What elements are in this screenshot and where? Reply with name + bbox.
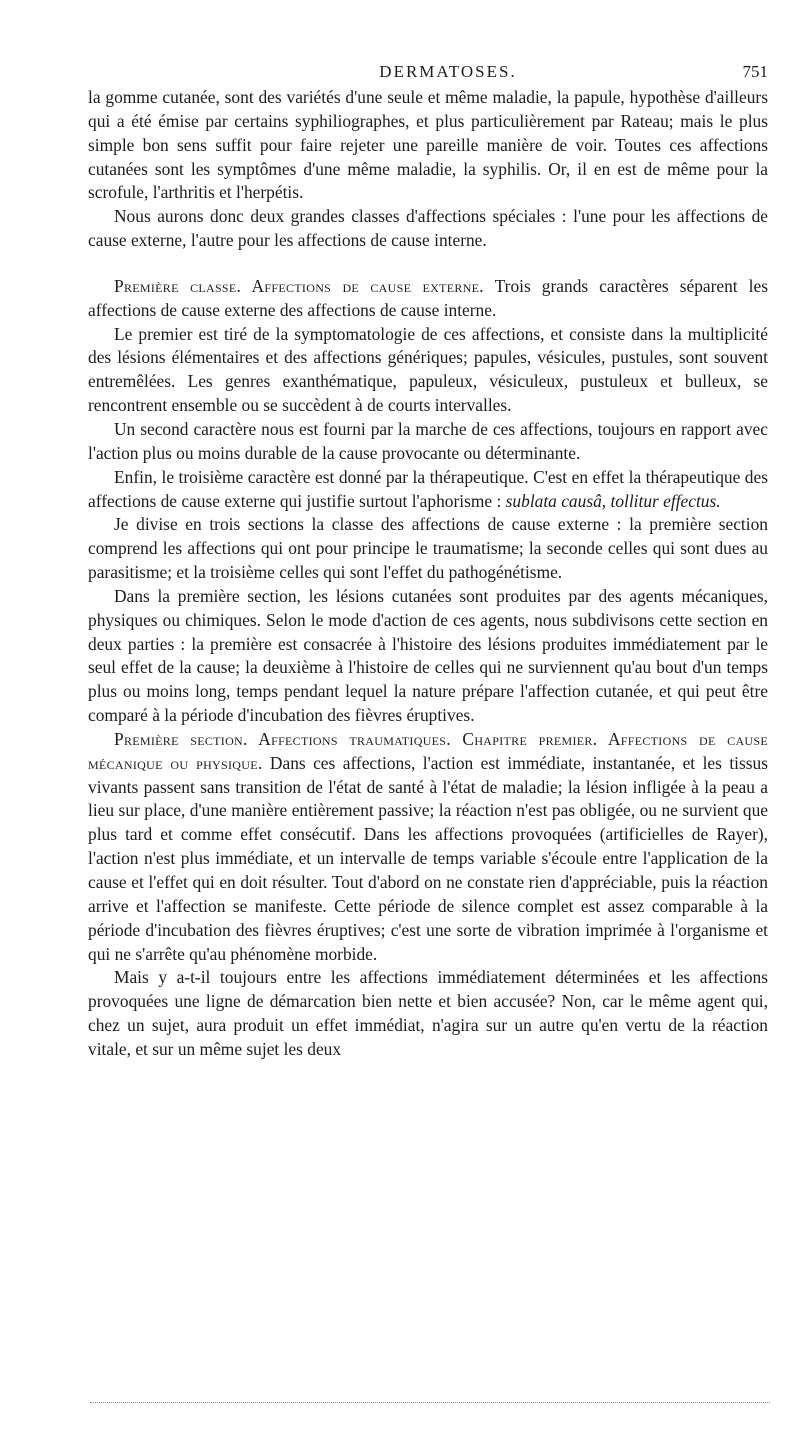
footer-dotted-rule bbox=[90, 1402, 770, 1403]
latin-aphorism: sublata causâ, tollitur effectus. bbox=[505, 490, 721, 511]
paragraph-third-character-text: Enfin, le troisième caractère est donné par la thérapeutique. C'est en effet la thérapeutique des affections de cause externe qui justifie surtout l'aphorisme : bbox=[88, 466, 768, 511]
paragraph-demarcation: Mais y a-t-il toujours entre les affections immédiatement déterminées et les affections provoquées une ligne de démarcation bien nette et bien accusée? Non, car le même agent qui, chez un sujet, aura produit un effet immédiat, n'agira sur un autre qu'en vertu de la réaction vitale, et sur un même sujet les deux bbox=[88, 967, 768, 1059]
page-number: 751 bbox=[742, 62, 768, 81]
paragraph-two-classes: Nous aurons donc deux grandes classes d'affections spéciales : l'une pour les affections de cause externe, l'autre pour les affections de cause interne. bbox=[88, 206, 768, 251]
paragraph-first-section: Dans la première section, les lésions cutanées sont produites par des agents mécaniques, physiques ou chimiques. Selon le mode d'action de ces agents, nous subdivisons cette section en deux parties : la première est consacrée à l'histoire des lésions produites immédiatement par le seul effet de la cause; la deuxième à l'histoire de celles qui ne surviennent qu'au bout d'un temps plus ou moins long, temps pendant lequel la nature prépare l'affection cutanée, et qui peut être comparé à la période d'incubation des fièvres éruptives. bbox=[88, 585, 768, 726]
paragraph-first-class bbox=[88, 275, 768, 323]
paragraph-traumatic-affections bbox=[88, 728, 768, 966]
paragraph-first-character: Le premier est tiré de la symptomatologie de ces affections, et consiste dans la multiplicité des lésions élémentaires et des affections génériques; papules, vésicules, pustules, sont souvent entremêlées. Les genres exanthématique, papuleux, vésiculeux, pustuleux et bulleux, se rencontrent ensemble ou se succèdent à de courts intervalles. bbox=[88, 323, 768, 416]
section-heading-traumatic: Première section. Affections traumatiques. Chapitre premier. Affections de cause mécanique ou physique. bbox=[88, 728, 768, 773]
paragraph-three-sections: Je divise en trois sections la classe des affections de cause externe : la première section comprend les affections qui ont pour principe le traumatisme; la seconde celles qui sont dues au parasitisme; et la troisième celles qui sont l'effet du pathogénétisme. bbox=[88, 514, 768, 583]
page-header bbox=[88, 52, 768, 88]
paragraph-traumatic-text: Dans ces affections, l'action est immédiate, instantanée, et les tissus vivants passent sans transition de l'état de santé à l'état de maladie; la lésion infligée à la peau a lieu sur place, d'une manière entièrement passive; la réaction n'est pas obligée, ou ne survient que plus tard et comme effet consécutif. Dans les affections provoquées (artificielles de Rayer), l'action n'est plus immédiate, et un intervalle de temps variable s'écoule entre l'application de la cause et l'effet qui en doit résulter. Tout d'abord on ne constate rien d'appréciable, puis la réaction arrive et l'affection se manifeste. Cette période de silence complet est assez comparable à la période d'incubation des fièvres éruptives; c'est une sorte de vibration imprimée à l'organisme et qui ne s'arrête qu'au phénomène morbide. bbox=[88, 752, 768, 964]
section-heading-first-class: Première classe. Affections de cause externe. bbox=[114, 275, 484, 296]
body-text bbox=[88, 86, 768, 1062]
running-title: DERMATOSES. bbox=[379, 62, 517, 81]
paragraph-first-class-text: Trois grands caractères séparent les affections de cause externe des affections de cause interne. bbox=[88, 275, 768, 320]
paragraph-continued: la gomme cutanée, sont des variétés d'une seule et même maladie, la papule, hypothèse d'ailleurs qui a été émise par certains syphiliographes, et plus particulièrement par Rateau; mais le plus simple bon sens suffit pour faire rejeter une pareille manière de voir. Toutes ces affections cutanées sont les symptômes d'une même maladie, la syphilis. Or, il en est de même pour la scrofule, l'arthritis et l'herpétis. bbox=[88, 87, 768, 203]
paragraph-third-character bbox=[88, 466, 768, 514]
paragraph-second-character: Un second caractère nous est fourni par la marche de ces affections, toujours en rapport avec l'action plus ou moins durable de la cause provocante ou déterminante. bbox=[88, 418, 768, 463]
